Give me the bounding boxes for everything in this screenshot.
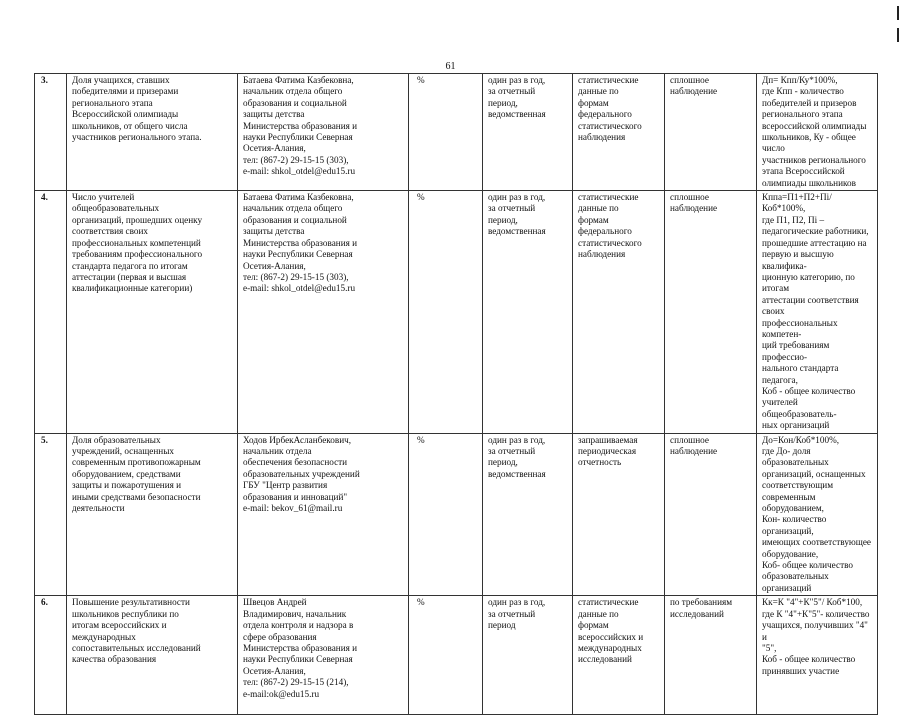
unit-cell: % — [409, 596, 483, 715]
responsible-cell: Ходов ИрбекАсланбекович, начальник отдела обеспечения безопасности образовательных учреждений ГБУ "Центр развития образования и инноваций" e-mail: bekov_61@mail.ru — [238, 433, 409, 596]
unit-cell: % — [409, 191, 483, 434]
periodicity-cell: один раз в год, за отчетный период, ведомственная — [483, 191, 573, 434]
source-cell: статистические данные по формам всероссийских и международных исследований — [573, 596, 665, 715]
indicators-table — [34, 73, 878, 715]
method-cell: сплошное наблюдение — [665, 74, 757, 191]
row-number: 6. — [35, 596, 67, 715]
indicator-cell: Число учителей общеобразовательных организаций, прошедших оценку соответствия своих профессиональных компетенций требованиям профессионального стандарта педагога по итогам аттестации (первая и высшая квалификационные категории) — [67, 191, 238, 434]
indicator-cell: Доля образовательных учреждений, оснащенных современным противопожарным оборудованием, средствами защиты и пожаротушения и иными средствами безопасности деятельности — [67, 433, 238, 596]
formula-cell: Кппа=П1+П2+Пi/Коб*100%, где П1, П2, Пi – педагогические работники, прошедшие аттестацию на первую и высшую квалифика- ционную категорию, по итогам аттестации соответствия своих профессиональных компетен- ций требованиям профессио- нального стандарта педагога, Коб - общее количество учителей общеобразователь- ных организаций — [757, 191, 878, 434]
method-cell: сплошное наблюдение — [665, 433, 757, 596]
source-cell: статистические данные по формам федерального статистического наблюдения — [573, 74, 665, 191]
scan-edge-marks — [897, 6, 899, 50]
table-row — [35, 433, 878, 596]
unit-cell: % — [409, 74, 483, 191]
formula-cell: Кк=К "4"+К"5"/ Коб*100, где К "4"+К"5"- количество учащихся, получивших "4" и "5", Коб - общее количество принявших участие — [757, 596, 878, 715]
table-row — [35, 74, 878, 191]
responsible-cell: Батаева Фатима Казбековна, начальник отдела общего образования и социальной защиты детства Министерства образования и науки Республики Северная Осетия-Алания, тел: (867-2) 29-15-15 (303), e-mail: shkol_otdel@edu15.ru — [238, 191, 409, 434]
source-cell: запрашиваемая периодическая отчетность — [573, 433, 665, 596]
indicator-cell: Повышение результативности школьников республики по итогам всероссийских и международных сопоставительных исследований качества образования — [67, 596, 238, 715]
responsible-cell: Батаева Фатима Казбековна, начальник отдела общего образования и социальной защиты детства Министерства образования и науки Республики Северная Осетия-Алания, тел: (867-2) 29-15-15 (303), e-mail: shkol_otdel@edu15.ru — [238, 74, 409, 191]
row-number: 5. — [35, 433, 67, 596]
indicator-cell: Доля учащихся, ставших победителями и призерами регионального этапа Всероссийской олимпиады школьников, от общего числа участников регионального этапа. — [67, 74, 238, 191]
unit-cell: % — [409, 433, 483, 596]
source-cell: статистические данные по формам федерального статистического наблюдения — [573, 191, 665, 434]
formula-cell: Дп= Кпп/Ку*100%, где Кпп - количество победителей и призеров регионального этапа всероссийской олимпиады школьников, Ку - общее число участников регионального этапа Всероссийской олимпиады школьников — [757, 74, 878, 191]
responsible-cell: Швецов Андрей Владимирович, начальник отдела контроля и надзора в сфере образования Министерства образования и науки Республики Северная Осетия-Алания, тел: (867-2) 29-15-15 (214), e-mail:ok@edu15.ru — [238, 596, 409, 715]
table-row — [35, 596, 878, 715]
row-number: 4. — [35, 191, 67, 434]
edge-mark — [897, 28, 899, 42]
formula-cell: До=Кон/Коб*100%, где До- доля образовательных организаций, оснащенных соответствующим современным оборудованием, Кон- количество организаций, имеющих соответствующее оборудование, Коб- общее количество образовательных организаций — [757, 433, 878, 596]
method-cell: сплошное наблюдение — [665, 191, 757, 434]
periodicity-cell: один раз в год, за отчетный период, ведомственная — [483, 74, 573, 191]
page-number: 61 — [445, 61, 456, 72]
periodicity-cell: один раз в год, за отчетный период — [483, 596, 573, 715]
method-cell: по требованиям исследований — [665, 596, 757, 715]
periodicity-cell: один раз в год, за отчетный период, ведомственная — [483, 433, 573, 596]
row-number: 3. — [35, 74, 67, 191]
table-row — [35, 191, 878, 434]
edge-mark — [897, 6, 899, 20]
